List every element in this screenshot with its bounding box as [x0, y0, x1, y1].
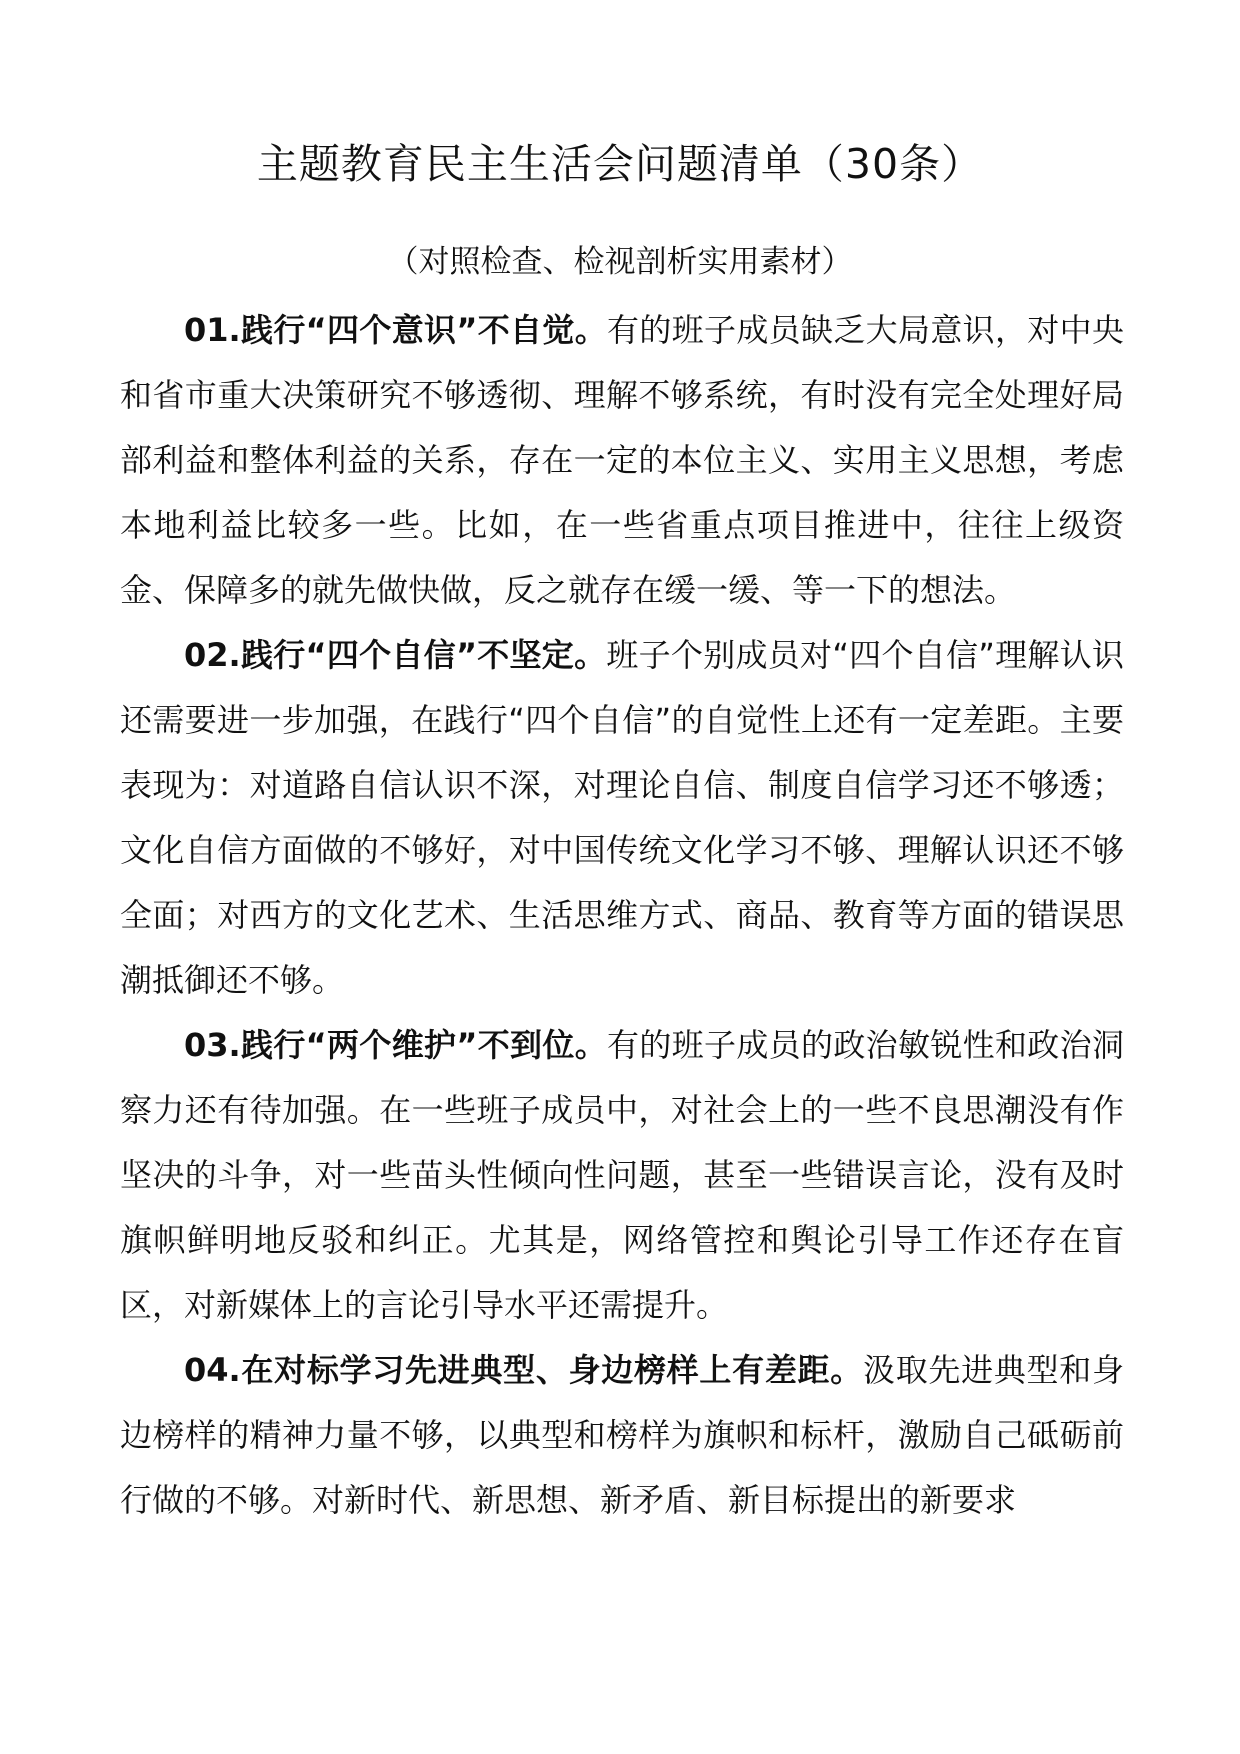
paragraph-heading: 01.践行“四个意识”不自觉。	[184, 311, 608, 349]
document-title: 主题教育民主生活会问题清单（30条）	[256, 140, 984, 188]
paragraph-heading: 04.在对标学习先进典型、身边榜样上有差距。	[184, 1351, 863, 1389]
document-body	[120, 298, 1124, 1533]
paragraph-text: 汲取先进典型和身边榜样的精神力量不够，以典型和榜样为旗帜和标杆，激励自己砥砺前行做的不够。对新时代、新思想、新矛盾、新目标提出的新要求	[120, 1351, 1124, 1519]
paragraph-text: 有的班子成员的政治敏锐性和政治洞察力还有待加强。在一些班子成员中，对社会上的一些不良思潮没有作坚决的斗争，对一些苗头性倾向性问题，甚至一些错误言论，没有及时旗帜鲜明地反驳和纠正。尤其是，网络管控和舆论引导工作还存在盲区，对新媒体上的言论引导水平还需提升。	[120, 1026, 1124, 1324]
document-subtitle: （对照检查、检视剖析实用素材）	[387, 244, 853, 280]
paragraph-heading: 02.践行“四个自信”不坚定。	[184, 636, 607, 674]
paragraph-heading: 03.践行“两个维护”不到位。	[184, 1026, 608, 1064]
paragraph-text: 班子个别成员对“四个自信”理解认识还需要进一步加强，在践行“四个自信”的自觉性上还有一定差距。主要表现为：对道路自信认识不深，对理论自信、制度自信学习还不够透；文化自信方面做的不够好，对中国传统文化学习不够、理解认识还不够全面；对西方的文化艺术、生活思维方式、商品、教育等方面的错误思潮抵御还不够。	[120, 636, 1124, 999]
paragraph-02	[120, 623, 1124, 1013]
paragraph-text: 有的班子成员缺乏大局意识，对中央和省市重大决策研究不够透彻、理解不够系统，有时没有完全处理好局部利益和整体利益的关系，存在一定的本位主义、实用主义思想，考虑本地利益比较多一些。比如，在一些省重点项目推进中，往往上级资金、保障多的就先做快做，反之就存在缓一缓、等一下的想法。	[120, 311, 1124, 609]
paragraph-01	[120, 298, 1124, 623]
paragraph-03	[120, 1013, 1124, 1338]
paragraph-04	[120, 1338, 1124, 1533]
